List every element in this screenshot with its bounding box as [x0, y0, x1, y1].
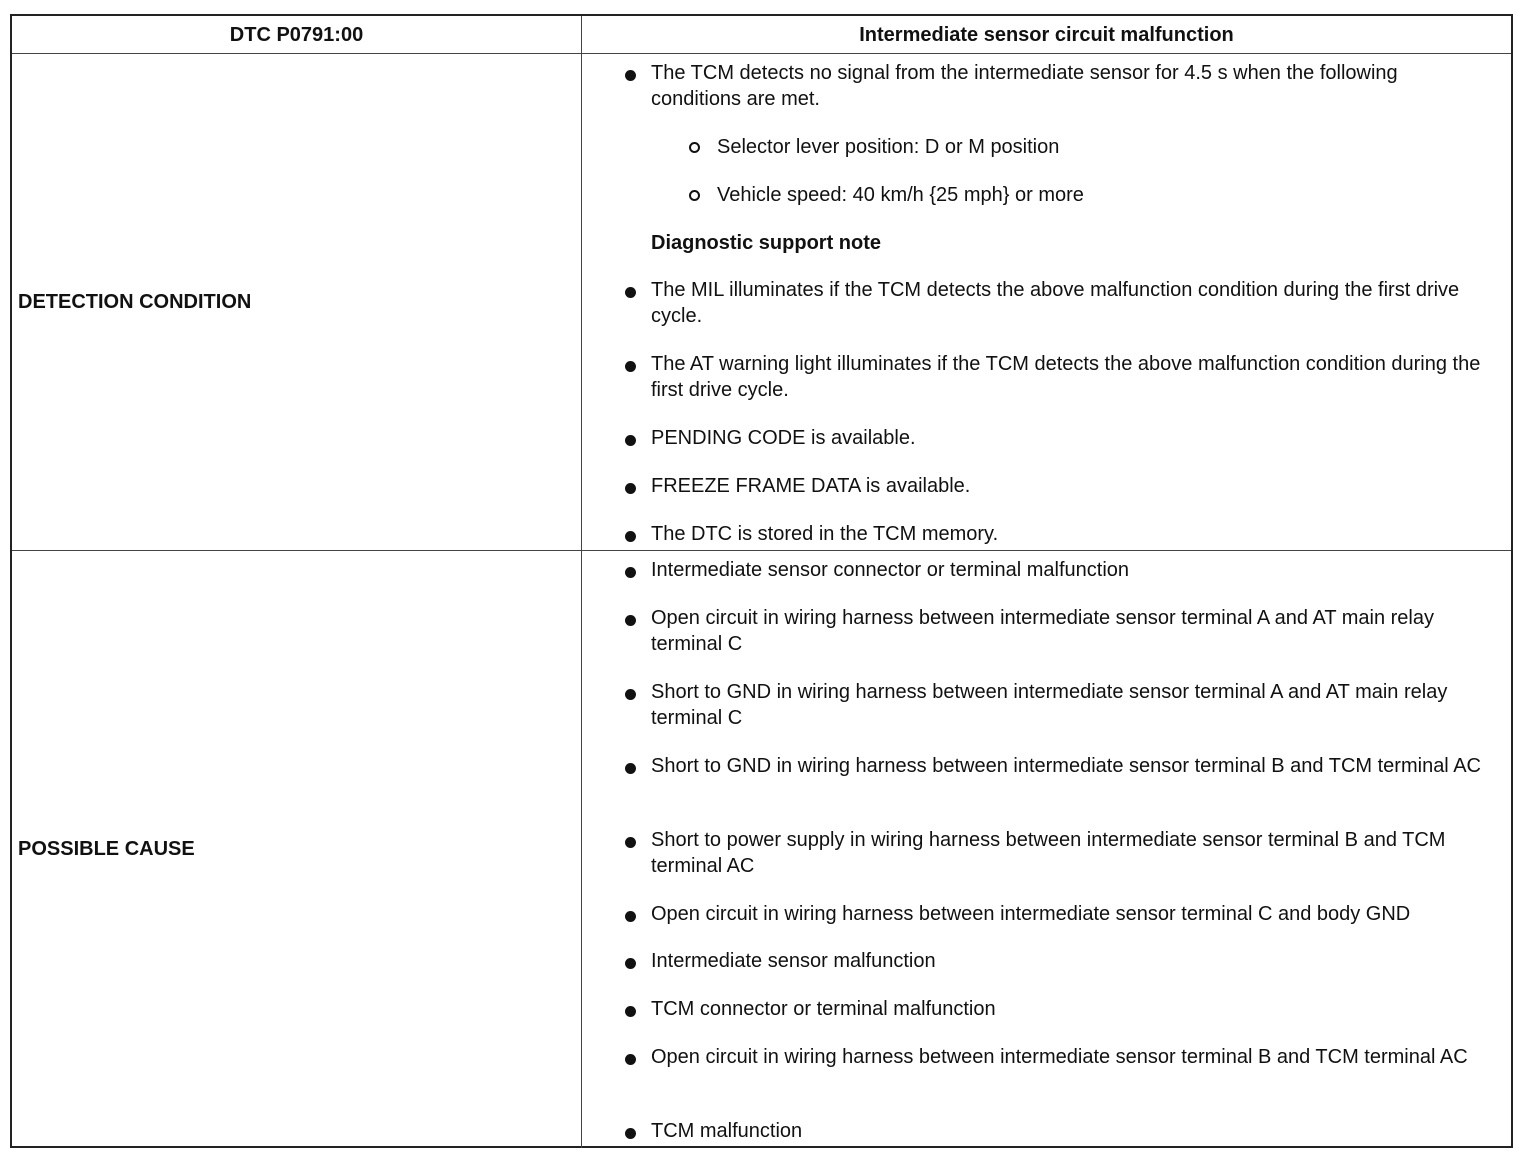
bullet-icon: [625, 1006, 636, 1017]
list-item: FREEZE FRAME DATA is available.: [651, 475, 971, 497]
bullet-icon: [625, 435, 636, 446]
bullet-icon: [625, 911, 636, 922]
circle-bullet-icon: [689, 142, 700, 153]
bullet-icon: [625, 689, 636, 700]
bullet-icon: [625, 531, 636, 542]
bullet-icon: [625, 483, 636, 494]
bullet-icon: [625, 837, 636, 848]
list-item: TCM malfunction: [651, 1120, 803, 1142]
detection-condition-label: DETECTION CONDITION: [18, 290, 252, 313]
list-item: PENDING CODE is available.: [651, 427, 916, 449]
bullet-icon: [625, 567, 636, 578]
list-item: The MIL illuminates if the TCM detects the above malfunction condition during the first drive cycle.: [651, 279, 1460, 327]
list-item: Intermediate sensor malfunction: [651, 950, 936, 972]
list-item: The DTC is stored in the TCM memory.: [651, 523, 999, 545]
list-item: Open circuit in wiring harness between intermediate sensor terminal C and body GND: [651, 903, 1411, 925]
sub-list-item: Vehicle speed: 40 km/h {25 mph} or more: [717, 184, 1084, 206]
column-divider: [581, 54, 582, 550]
table-header-row: [12, 16, 1511, 54]
dtc-title: Intermediate sensor circuit malfunction: [859, 24, 1234, 46]
list-item: TCM connector or terminal malfunction: [651, 998, 996, 1020]
list-item: The TCM detects no signal from the intermediate sensor for 4.5 s when the following conditions are met.: [651, 62, 1398, 110]
column-divider: [581, 551, 582, 1148]
list-item: Short to GND in wiring harness between intermediate sensor terminal A and AT main relay terminal C: [651, 681, 1448, 729]
list-item: Short to power supply in wiring harness between intermediate sensor terminal B and TCM terminal AC: [651, 829, 1446, 877]
possible-cause-label: POSSIBLE CAUSE: [18, 838, 195, 860]
detection-condition-row: [12, 54, 1511, 551]
bullet-icon: [625, 1128, 636, 1139]
list-item: Intermediate sensor connector or terminal malfunction: [651, 559, 1130, 581]
bullet-icon: [625, 615, 636, 626]
list-item: The AT warning light illuminates if the TCM detects the above malfunction condition during the first drive cycle.: [651, 353, 1481, 401]
sub-list-item: Selector lever position: D or M position: [717, 136, 1060, 158]
possible-cause-row: [12, 551, 1511, 1148]
bullet-icon: [625, 70, 636, 81]
dtc-code: DTC P0791:00: [229, 24, 364, 46]
list-item: Short to GND in wiring harness between intermediate sensor terminal B and TCM terminal AC: [651, 755, 1481, 777]
list-item: Open circuit in wiring harness between intermediate sensor terminal B and TCM terminal AC: [651, 1046, 1468, 1068]
circle-bullet-icon: [689, 190, 700, 201]
bullet-icon: [625, 1054, 636, 1065]
diagnostic-support-note-heading: Diagnostic support note: [651, 232, 881, 254]
bullet-icon: [625, 361, 636, 372]
bullet-icon: [625, 958, 636, 969]
list-item: Open circuit in wiring harness between intermediate sensor terminal A and AT main relay terminal C: [651, 607, 1434, 655]
dtc-table: [10, 14, 1513, 1148]
bullet-icon: [625, 287, 636, 298]
bullet-icon: [625, 763, 636, 774]
